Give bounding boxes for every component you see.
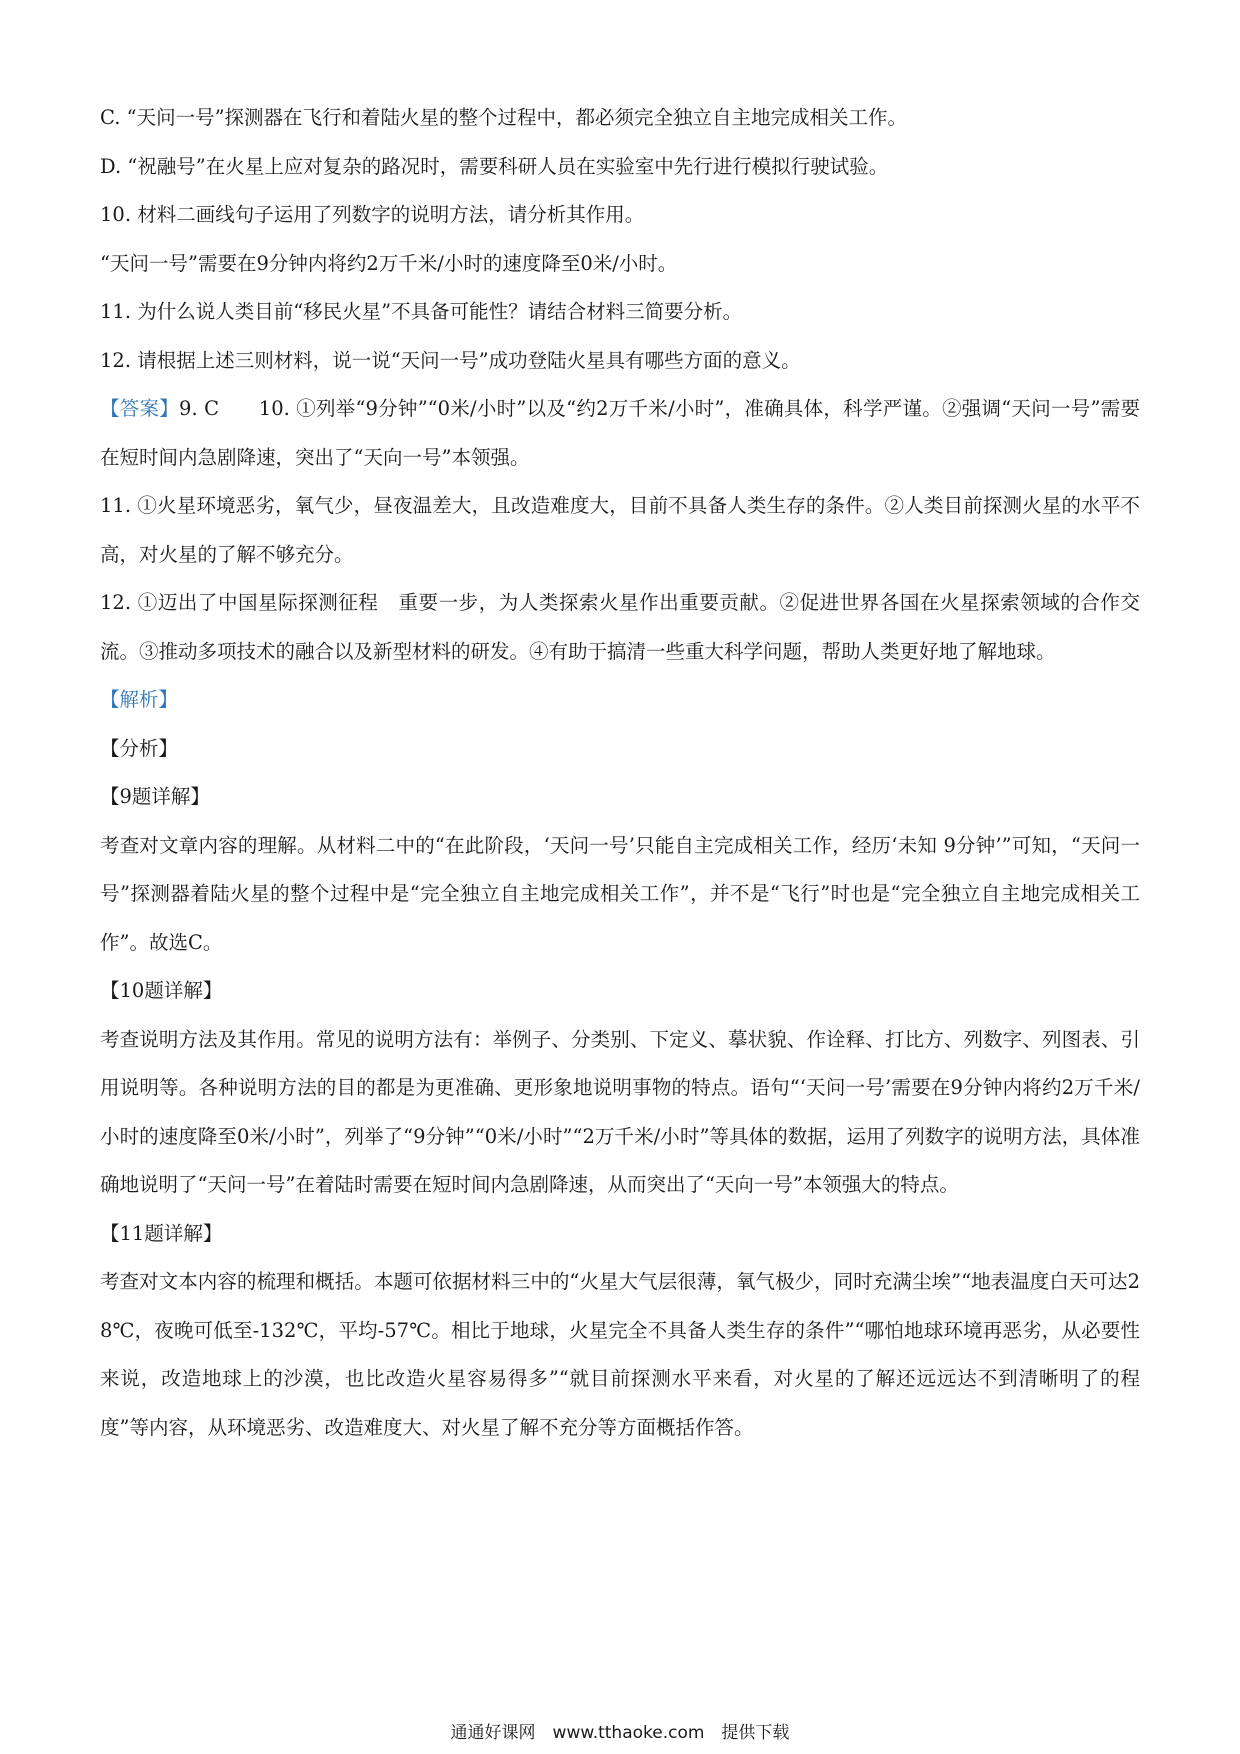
q10-heading: 【10题详解】	[100, 979, 223, 1002]
q11-heading: 【11题详解】	[100, 1221, 223, 1245]
question-12: 12. 请根据上述三则材料，说一说“天问一号”成功登陆火星具有哪些方面的意义。	[100, 348, 801, 372]
question-11: 11. 为什么说人类目前“移民火星”不具备可能性？请结合材料三简要分析。	[100, 300, 743, 323]
question-10: 10. 材料二画线句子运用了列数字的说明方法，请分析其作用。	[100, 203, 645, 226]
answer-text: 9. C 10. ①列举“9分钟”“0米/小时”以及“约2万千米/小时”，准确具体，科学严谨。②强调“天问一号”需要在短时间内急剧降速，突出了“天向一号”本领强。	[100, 397, 1140, 469]
page-content	[100, 94, 1140, 1452]
option-c: C. “天问一号”探测器在飞行和着陆火星的整个过程中，都必须完全独立自主地完成相关工作。	[100, 106, 908, 129]
q11-explanation: 考查对文本内容的梳理和概括。本题可依据材料三中的“火星大气层很薄，氧气极少，同时充满尘埃”“地表温度白天可达28℃，夜晚可低至-132℃，平均-57℃。相比于地球，火星完全不具备人类生存的条件”“哪怕地球环境再恶劣，从必要性来说，改造地球上的沙漠，也比改造火星容易得多”“就目前探测水平来看，对火星的了解还远远达不到清晰明了的程度”等内容，从环境恶劣、改造难度大、对火星了解不充分等方面概括作答。	[100, 1270, 1140, 1439]
option-d: D. “祝融号”在火星上应对复杂的路况时，需要科研人员在实验室中先行进行模拟行驶试验。	[100, 154, 889, 178]
analysis-tag: 【解析】	[100, 688, 179, 711]
q9-heading: 【9题详解】	[100, 785, 210, 808]
page-footer: 通通好课网 www.tthaoke.com 提供下载	[450, 1723, 790, 1743]
answer-tag: 【答案】	[100, 397, 180, 420]
fenxi-heading: 【分析】	[100, 736, 179, 760]
answer-block	[100, 385, 1140, 482]
q9-explanation: 考查对文章内容的理解。从材料二中的“在此阶段，‘天问一号’只能自主完成相关工作，经历‘未知 9分钟’”可知，“天问一号”探测器着陆火星的整个过程中是“完全独立自主地完成相关工作”，并不是“飞行”时也是“完全独立自主地完成相关工作”。故选C。	[100, 833, 1140, 954]
answer-11: 11. ①火星环境恶劣，氧气少，昼夜温差大，且改造难度大，目前不具备人类生存的条件。②人类目前探测火星的水平不高，对火星的了解不够充分。	[100, 494, 1140, 566]
answer-12: 12. ①迈出了中国星际探测征程 重要一步，为人类探索火星作出重要贡献。②促进世界各国在火星探索领域的合作交流。③推动多项技术的融合以及新型材料的研发。④有助于搞清一些重大科学问题，帮助人类更好地了解地球。	[100, 591, 1140, 663]
quoted-sentence: “天问一号”需要在9分钟内将约2万千米/小时的速度降至0米/小时。	[100, 251, 678, 275]
q10-explanation: 考查说明方法及其作用。常见的说明方法有：举例子、分类别、下定义、摹状貌、作诠释、打比方、列数字、列图表、引用说明等。各种说明方法的目的都是为更准确、更形象地说明事物的特点。语句“‘天问一号’需要在9分钟内将约2万千米/小时的速度降至0米/小时”，列举了“9分钟”“0米/小时”“2万千米/小时”等具体的数据，运用了列数字的说明方法，具体准确地说明了“天问一号”在着陆时需要在短时间内急剧降速，从而突出了“天向一号”本领强大的特点。	[100, 1027, 1140, 1196]
